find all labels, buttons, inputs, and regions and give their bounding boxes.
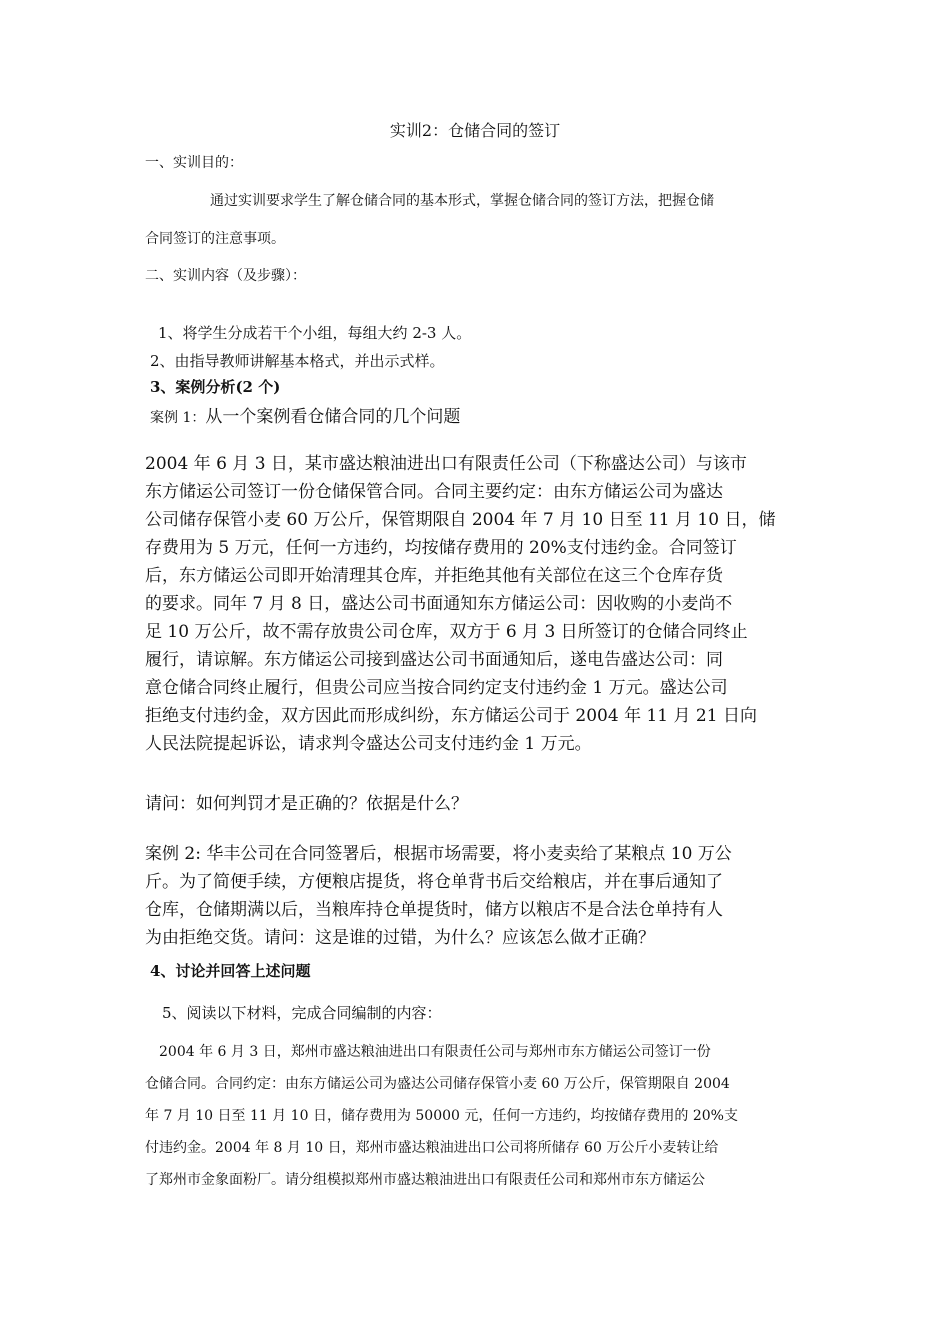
case-1-title: 从一个案例看仓储合同的几个问题 <box>205 407 461 427</box>
material-line: 付违约金。2004 年 8 月 10 日，郑州市盛达粮油进出口公司将所储存 60 万公斤小麦转让给 <box>145 1140 719 1156</box>
case-1-prefix: 案例 1： <box>150 410 206 426</box>
section-1-body-line-1: 通过实训要求学生了解仓储合同的基本形式，掌握仓储合同的签订方法，把握仓储 <box>210 193 714 209</box>
case-2-line: 案例 2: 华丰公司在合同签署后，根据市场需要，将小麦卖给了某粮点 10 万公 <box>145 844 732 864</box>
case-1-line: 后，东方储运公司即开始清理其仓库，并拒绝其他有关部位在这三个仓库存货 <box>145 566 723 586</box>
case-1-line: 的要求。同年 7 月 8 日，盛达公司书面通知东方储运公司：因收购的小麦尚不 <box>145 594 733 614</box>
material-body <box>145 1036 810 1196</box>
case-1-question: 请问：如何判罚才是正确的？依据是什么？ <box>145 794 468 814</box>
case-1-heading <box>150 402 815 427</box>
case-2-line: 斤。为了简便手续，方便粮店提货，将仓单背书后交给粮店，并在事后通知了 <box>145 872 723 892</box>
case-1-body <box>145 450 810 758</box>
document-title: 实训2：仓储合同的签订 <box>389 121 561 140</box>
material-line: 了郑州市金象面粉厂。请分组模拟郑州市盛达粮油进出口有限责任公司和郑州市东方储运公 <box>145 1172 705 1188</box>
step-2: 2、由指导教师讲解基本格式，并出示式样。 <box>150 352 445 370</box>
case-1-line: 意仓储合同终止履行，但贵公司应当按合同约定支付违约金 1 万元。盛达公司 <box>145 678 728 698</box>
section-1-heading: 一、实训目的： <box>145 155 243 171</box>
case-1-line: 公司储存保管小麦 60 万公斤，保管期限自 2004 年 7 月 10 日至 11 月 10 日，储 <box>145 510 776 530</box>
case-1-line: 人民法院提起诉讼，请求判令盛达公司支付违约金 1 万元。 <box>145 734 592 754</box>
material-line: 仓储合同。合同约定：由东方储运公司为盛达公司储存保管小麦 60 万公斤，保管期限自 2004 <box>145 1076 730 1092</box>
material-line: 年 7 月 10 日至 11 月 10 日，储存费用为 50000 元，任何一方违约，均按储存费用的 20%支 <box>145 1108 738 1124</box>
material-line: 2004 年 6 月 3 日，郑州市盛达粮油进出口有限责任公司与郑州市东方储运公司签订一份 <box>159 1044 711 1060</box>
case-1-line: 存费用为 5 万元，任何一方违约，均按储存费用的 20%支付违约金。合同签订 <box>145 538 737 558</box>
step-1: 1、将学生分成若干个小组，每组大约 2-3 人。 <box>158 324 472 342</box>
section-1-body-line-2: 合同签订的注意事项。 <box>145 231 285 247</box>
case-1-line: 2004 年 6 月 3 日，某市盛达粮油进出口有限责任公司（下称盛达公司）与该市 <box>145 454 747 474</box>
case-2-line: 仓库，仓储期满以后，当粮库持仓单提货时，储方以粮店不是合法仓单持有人 <box>145 900 723 920</box>
section-2-heading: 二、实训内容（及步骤）： <box>145 268 306 284</box>
case-1-line: 履行，请谅解。东方储运公司接到盛达公司书面通知后，遂电告盛达公司：同 <box>145 650 723 670</box>
case-2-body <box>145 840 810 952</box>
case-1-line: 拒绝支付违约金，双方因此而形成纠纷，东方储运公司于 2004 年 11 月 21 日向 <box>145 706 757 726</box>
step-3: 3、案例分析(2 个) <box>150 378 281 396</box>
case-1-line: 足 10 万公斤，故不需存放贵公司仓库，双方于 6 月 3 日所签订的仓储合同终止 <box>145 622 748 642</box>
case-2-line: 为由拒绝交货。请问：这是谁的过错，为什么？应该怎么做才正确？ <box>145 928 655 948</box>
step-5: 5、阅读以下材料，完成合同编制的内容： <box>162 1004 442 1022</box>
case-1-line: 东方储运公司签订一份仓储保管合同。合同主要约定：由东方储运公司为盛达 <box>145 482 723 502</box>
step-4: 4、讨论并回答上述问题 <box>150 962 311 980</box>
